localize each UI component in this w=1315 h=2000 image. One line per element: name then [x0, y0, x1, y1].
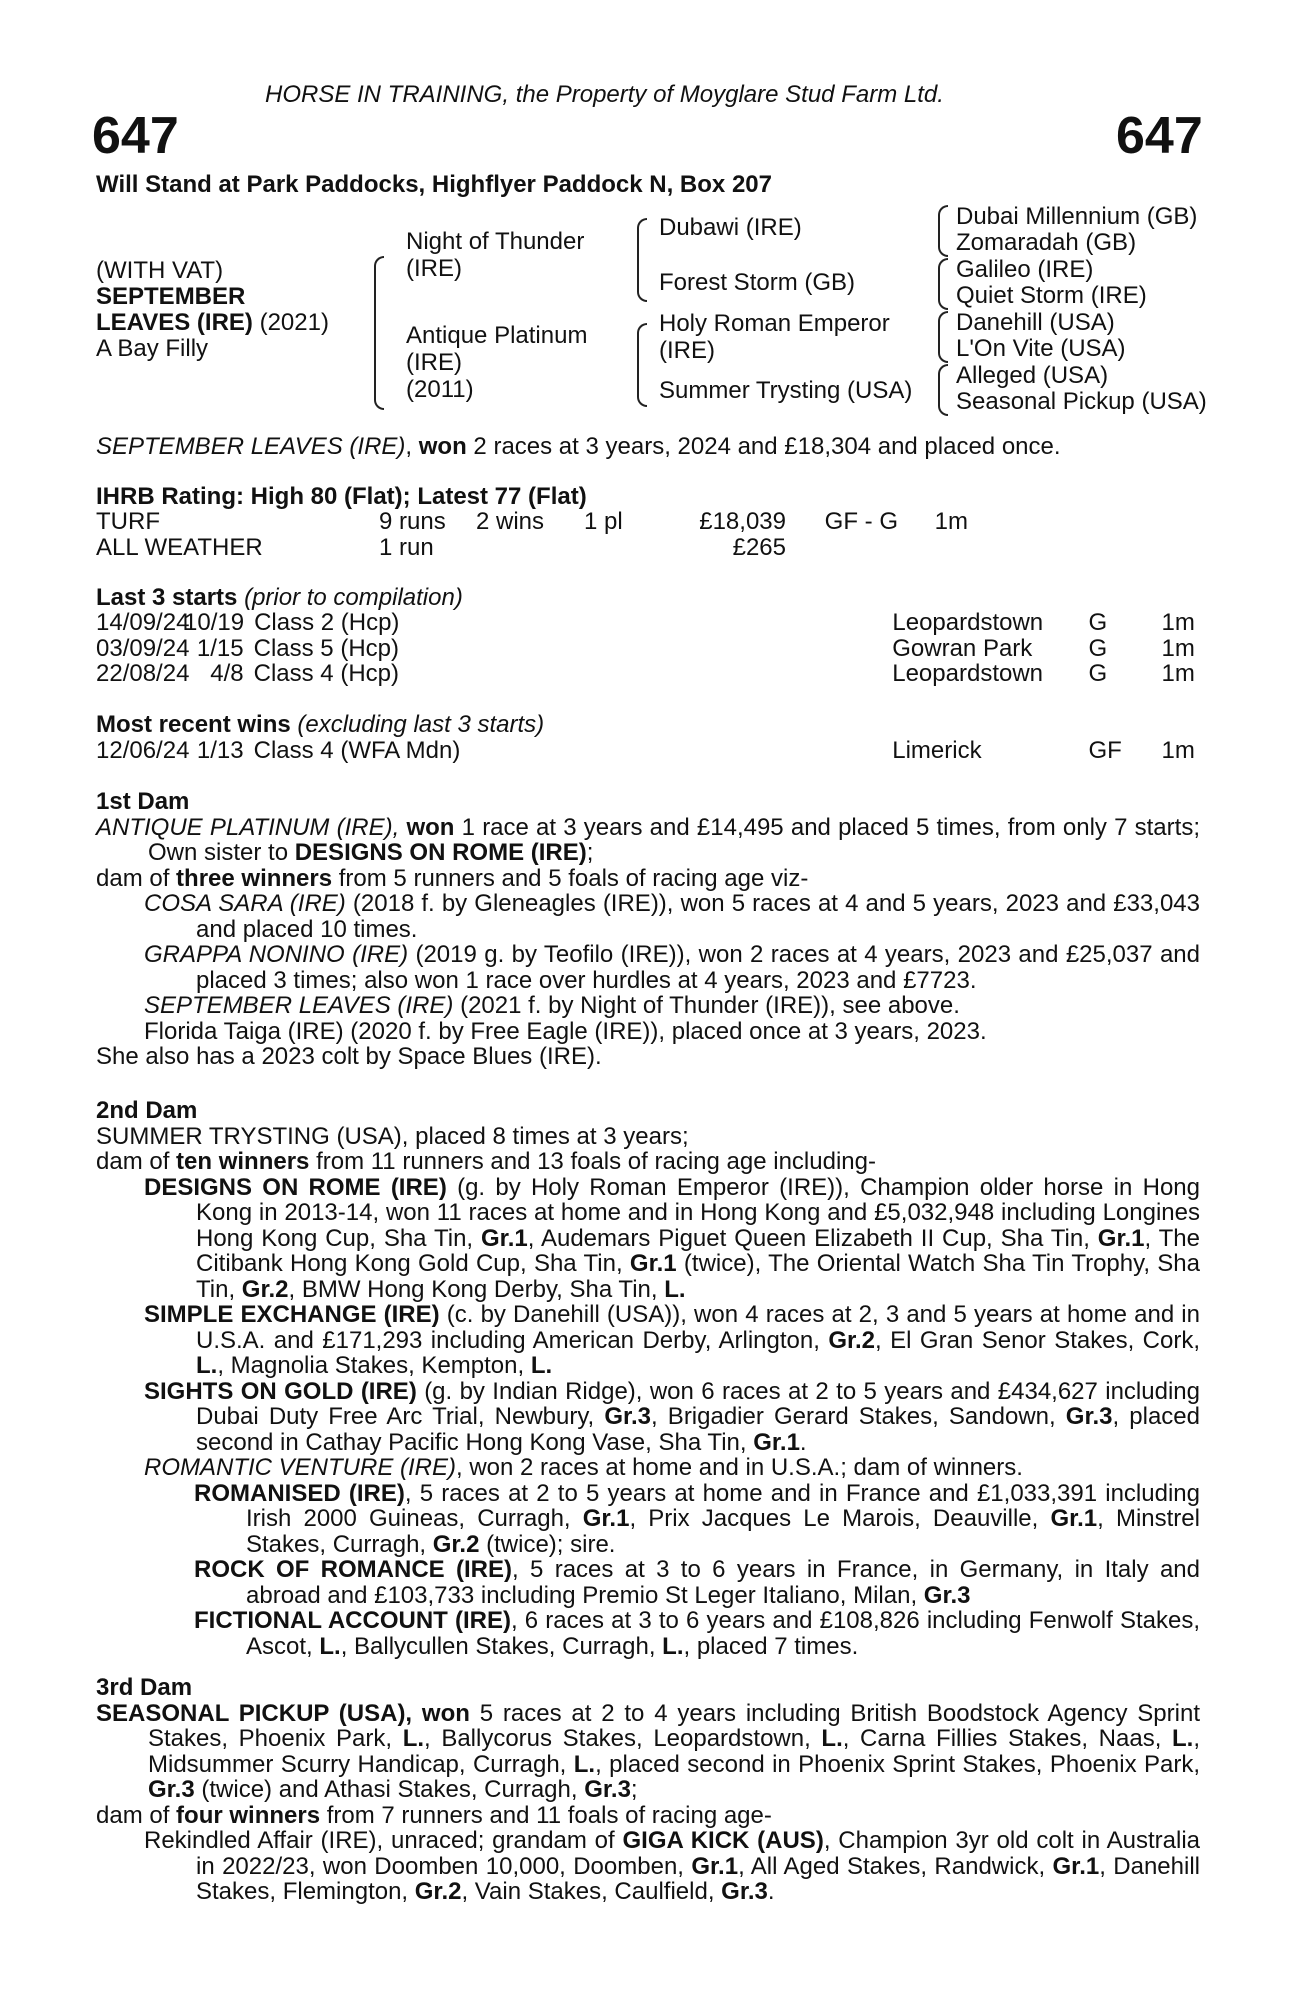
offspring-entry — [96, 1455, 1200, 1481]
last3-cls: Class 5 (Hcp) — [253, 634, 399, 662]
grand-offspring-entry — [96, 1557, 1200, 1608]
grade: L. — [319, 1632, 341, 1660]
rating-prize: £18,039 — [699, 508, 786, 535]
recent-course: Limerick — [892, 737, 982, 764]
sire-sire-sire: Dubai Millennium (GB) — [956, 203, 1198, 230]
rating-prize: £265 — [732, 533, 786, 561]
grade: Gr.3 — [584, 1776, 631, 1803]
third-dam-text: 5 races at 2 to 4 years including British Boodstock Agency Sprint Stakes, Phoenix Park, — [148, 1699, 1200, 1752]
offspring-text: , The Citibank Hong Kong Gold Cup, Sha Tin, — [196, 1224, 1200, 1277]
grade: Gr.1 — [1097, 1224, 1145, 1252]
offspring-entry — [96, 1302, 1200, 1379]
lot-number-left: 647 — [92, 107, 179, 165]
last3-going: G — [1088, 634, 1108, 662]
dam-sire-line2: (IRE) — [659, 337, 715, 364]
second-dam-record: SUMMER TRYSTING (USA), placed 8 times at 3 years; — [96, 1122, 689, 1150]
offspring-text: , Audemars Piguet Queen Elizabeth II Cup, Sha Tin, — [527, 1224, 1098, 1252]
grade: L. — [1172, 1725, 1194, 1752]
third-dam-section — [96, 1675, 1200, 1905]
rating-surface: ALL WEATHER — [96, 533, 263, 561]
grade: Gr.2 — [432, 1530, 480, 1558]
offspring-name: COSA SARA (IRE) — [144, 890, 346, 917]
last3-pos: 1/15 — [196, 634, 244, 662]
offspring-entry — [96, 993, 1200, 1019]
first-dam-won: won — [406, 813, 455, 841]
third-dam-produce — [96, 1803, 1200, 1829]
pedigree-brace-dd — [938, 364, 948, 416]
offspring-name: GIGA KICK (AUS) — [622, 1827, 824, 1854]
last3-course: Leopardstown — [892, 660, 1044, 687]
offspring-text: , Magnolia Stakes, Kempton, — [217, 1352, 531, 1379]
grade: L. — [402, 1725, 425, 1752]
produce-lead: dam of — [96, 864, 177, 892]
offspring-text: , Prix Jacques Le Marois, Deauville, — [629, 1505, 1051, 1532]
second-dam-produce — [96, 1149, 1200, 1175]
produce-lead: dam of — [96, 1148, 177, 1175]
offspring-text: , Danehill Stakes, Flemington, — [196, 1852, 1200, 1905]
third-dam-text: ; — [630, 1776, 638, 1803]
pedigree-brace-sd — [938, 258, 948, 310]
offspring-entry — [96, 1175, 1200, 1303]
horse-description: A Bay Filly — [96, 335, 209, 362]
offspring-name: SIMPLE EXCHANGE (IRE) — [144, 1301, 440, 1328]
sire-sire: Dubawi (IRE) — [659, 214, 802, 241]
last3-date: 03/09/24 — [96, 634, 190, 662]
dam-suffix: (IRE) — [406, 349, 462, 376]
offspring-text: , Minstrel Stakes, Curragh, — [246, 1505, 1200, 1558]
offspring-text: , Vain Stakes, Caulfield, — [461, 1878, 722, 1905]
grade: L. — [573, 1750, 596, 1778]
stabling-location: Will Stand at Park Paddocks, Highflyer Paddock N, Box 207 — [96, 171, 772, 198]
offspring-name: SIGHTS ON GOLD (IRE) — [144, 1377, 417, 1405]
first-dam-end: ; — [586, 839, 594, 866]
rating-pl — [584, 535, 696, 561]
third-dam-text: , placed second in Phoenix Sprint Stakes, Phoenix Park, — [595, 1750, 1200, 1778]
grade: L. — [530, 1352, 553, 1379]
third-dam-text: , Carna Fillies Stakes, Naas, — [842, 1725, 1172, 1752]
offspring-text: , Ballycullen Stakes, Curragh, — [340, 1632, 663, 1660]
third-dam-name: SEASONAL PICKUP (USA), — [96, 1699, 413, 1727]
recent-row — [96, 738, 1200, 764]
grade: Gr.2 — [828, 1326, 876, 1354]
produce-lead: dam of — [96, 1801, 177, 1829]
last3-date: 22/08/24 — [96, 660, 190, 687]
third-dam-text: , Midsummer Scurry Handicap, Curragh, — [148, 1725, 1200, 1778]
grand-offspring-entry — [96, 1608, 1200, 1659]
offspring-text: (2019 g. by Teofilo (IRE)), won 2 races at 4 years, 2023 and £25,037 and placed 3 times; also won 1 race over hurdles at 4 years, 2023 and £7723. — [196, 941, 1200, 994]
offspring-entry — [96, 1828, 1200, 1905]
lot-number-right: 647 — [1116, 107, 1203, 165]
first-dam-name: ANTIQUE PLATINUM (IRE), — [96, 813, 400, 841]
offspring-name: DESIGNS ON ROME (IRE) — [144, 1173, 447, 1201]
first-dam-text: 1 race at 3 years and £14,495 and placed 5 times, from only 7 starts; Own sister to — [148, 813, 1200, 866]
third-dam-record — [96, 1701, 1200, 1803]
dam-year: (2011) — [406, 376, 474, 403]
grade: Gr.2 — [241, 1275, 289, 1303]
last3-cls: Class 4 (Hcp) — [253, 660, 399, 687]
pedigree-brace-sire — [637, 218, 647, 302]
rating-dist: 1m — [934, 508, 968, 535]
recent-heading: Most recent wins — [96, 711, 291, 738]
offspring-end: . — [767, 1878, 775, 1905]
last3-going: G — [1088, 660, 1108, 687]
summary-horse-name: SEPTEMBER LEAVES (IRE) — [96, 433, 406, 460]
sire-suffix: (IRE) — [406, 255, 462, 282]
catalogue-title: HORSE IN TRAINING, the Property of Moyglare Stud Farm Ltd. — [265, 81, 944, 108]
grade: Gr.1 — [481, 1224, 528, 1252]
second-dam-heading: 2nd Dam — [96, 1097, 198, 1124]
grade: Gr.1 — [1052, 1852, 1100, 1880]
rating-row — [96, 535, 1200, 561]
last3-date: 14/09/24 — [96, 609, 190, 636]
horse-name-line1: SEPTEMBER — [96, 283, 246, 310]
produce-winners: four winners — [176, 1801, 321, 1829]
offspring-text: , All Aged Stakes, Randwick, — [738, 1852, 1053, 1880]
produce-winners: ten winners — [176, 1148, 310, 1175]
dam-sire-dam: L'On Vite (USA) — [956, 335, 1126, 362]
last3-dist: 1m — [1161, 634, 1195, 662]
dam-name: Antique Platinum — [406, 322, 588, 349]
offspring-text: (g. by Holy Roman Emperor (IRE)), Champion older horse in Hong Kong in 2013-14, won 11 races at home and in Hong Kong and £5,032,948 including Longines Hong Kong Cup, Sha Tin, — [196, 1173, 1200, 1252]
third-dam-won: won — [421, 1699, 470, 1727]
grade: Gr.1 — [629, 1250, 677, 1277]
grand-offspring-entry — [96, 1481, 1200, 1558]
rating-row — [96, 509, 1200, 535]
offspring-text: (2021 f. by Night of Thunder (IRE)), see above. — [453, 992, 960, 1019]
dam-sire-sire: Danehill (USA) — [956, 309, 1115, 336]
dam-dam-sire: Alleged (USA) — [956, 362, 1109, 389]
last3-row — [96, 610, 1200, 636]
offspring-text: , placed 7 times. — [683, 1632, 859, 1660]
offspring-text: , 5 races at 2 to 5 years at home and in France and £1,033,391 including Irish 2000 Guineas, Curragh, — [246, 1479, 1200, 1532]
recent-pos: 1/13 — [196, 737, 244, 764]
offspring-text: , El Gran Senor Stakes, Cork, — [875, 1326, 1201, 1354]
produce-text: from 7 runners and 11 foals of racing age- — [320, 1801, 772, 1829]
offspring-text: (2018 f. by Gleneagles (IRE)), won 5 races at 4 and 5 years, 2023 and £33,043 and placed 10 times. — [196, 890, 1200, 943]
rating-wins: 2 wins — [476, 508, 545, 535]
dam-dam: Summer Trysting (USA) — [659, 377, 913, 404]
recent-note: (excluding last 3 starts) — [290, 711, 545, 738]
offspring-text: (twice), The Oriental Watch Sha Tin Trophy, Sha Tin, — [196, 1250, 1201, 1303]
pedigree-brace-horse — [374, 256, 384, 410]
pedigree-brace-dam — [637, 323, 647, 407]
last3-table — [96, 610, 1200, 687]
recent-cls: Class 4 (WFA Mdn) — [253, 737, 461, 764]
offspring-entry — [96, 1019, 1200, 1045]
rating-going — [786, 535, 898, 561]
offspring-name: ROMANISED (IRE) — [194, 1479, 405, 1507]
offspring-text: (twice); sire. — [479, 1530, 616, 1558]
rating-going: GF - G — [824, 508, 898, 535]
offspring-text: , BMW Hong Kong Derby, Sha Tin, — [288, 1275, 665, 1303]
last3-note: (prior to compilation) — [237, 584, 463, 611]
last3-dist: 1m — [1161, 660, 1195, 687]
offspring-entry — [96, 891, 1200, 942]
grade: Gr.3 — [1065, 1403, 1113, 1430]
pedigree-brace-ss — [938, 205, 948, 257]
grade: L. — [662, 1632, 684, 1660]
recent-going: GF — [1088, 737, 1122, 764]
grade: Gr.1 — [582, 1505, 630, 1532]
first-dam-heading: 1st Dam — [96, 788, 190, 815]
offspring-entry — [96, 1379, 1200, 1456]
last3-pos: 4/8 — [210, 660, 244, 687]
produce-text: from 11 runners and 13 foals of racing age including- — [309, 1148, 876, 1175]
grade: Gr.3 — [604, 1403, 652, 1430]
produce-winners: three winners — [176, 864, 333, 892]
first-dam-record — [96, 815, 1200, 866]
offspring-name: ROMANTIC VENTURE (IRE) — [144, 1454, 456, 1481]
grade: Gr.3 — [148, 1776, 195, 1803]
dam-sire-line1: Holy Roman Emperor — [659, 310, 890, 337]
first-dam-note: She also has a 2023 colt by Space Blues (IRE). — [96, 1043, 602, 1070]
horse-year: (2021) — [259, 309, 329, 336]
grade: Gr.1 — [1050, 1505, 1098, 1532]
rating-runs: 1 run — [379, 533, 434, 561]
offspring-text: , 5 races at 3 to 6 years in France, in Germany, in Italy and abroad and £103,733 including Premio St Leger Italiano, Milan, — [246, 1556, 1200, 1609]
offspring-text: , won 2 races at home and in U.S.A.; dam of winners. — [456, 1454, 1023, 1481]
offspring-name: SEPTEMBER LEAVES (IRE) — [144, 992, 454, 1019]
offspring-entry — [96, 942, 1200, 993]
grade: Gr.3 — [721, 1878, 768, 1905]
grade: L. — [664, 1275, 686, 1303]
offspring-text: , placed second in Cathay Pacific Hong Kong Vase, Sha Tin, — [196, 1403, 1200, 1456]
last3-heading-line — [96, 585, 463, 611]
second-dam-section — [96, 1098, 1200, 1659]
grade: L. — [196, 1352, 218, 1379]
recent-table — [96, 738, 1200, 764]
rating-heading: IHRB Rating: High 80 (Flat); Latest 77 (Flat) — [96, 483, 587, 510]
grade: Gr.2 — [414, 1878, 462, 1905]
offspring-name: ROCK OF ROMANCE (IRE) — [194, 1556, 513, 1583]
last3-course: Gowran Park — [892, 634, 1033, 662]
grade: Gr.3 — [923, 1581, 971, 1609]
summary-text: 2 races at 3 years, 2024 and £18,304 and placed once. — [466, 433, 1061, 460]
sire-sire-dam: Zomaradah (GB) — [956, 229, 1137, 256]
offspring-text: , 6 races at 3 to 6 years and £108,826 including Fenwolf Stakes, Ascot, — [246, 1607, 1200, 1660]
rating-table — [96, 509, 1200, 560]
first-dam-section — [96, 789, 1200, 1070]
offspring-end: . — [799, 1428, 807, 1456]
sire-name: Night of Thunder — [406, 228, 585, 255]
first-dam-produce — [96, 866, 1200, 892]
third-dam-text: (twice) and Athasi Stakes, Curragh, — [194, 1776, 585, 1803]
offspring-text: , Champion 3yr old colt in Australia in 2022/23, won Doomben 10,000, Doomben, — [196, 1827, 1201, 1880]
rating-wins — [476, 535, 584, 561]
grade: Gr.1 — [691, 1852, 739, 1880]
last3-pos: 10/19 — [184, 609, 245, 636]
offspring-text: , Brigadier Gerard Stakes, Sandown, — [651, 1403, 1066, 1430]
recent-dist: 1m — [1161, 737, 1195, 764]
offspring-text: Rekindled Affair (IRE), unraced; grandam of — [144, 1827, 623, 1854]
recent-date: 12/06/24 — [96, 737, 190, 764]
pedigree-brace-ds — [938, 311, 948, 363]
rating-dist — [898, 535, 968, 561]
summary-won: won — [418, 433, 467, 460]
grade: Gr.1 — [753, 1428, 800, 1456]
last3-cls: Class 2 (Hcp) — [254, 609, 400, 636]
rating-surface: TURF — [96, 508, 160, 535]
offspring-text: (g. by Indian Ridge), won 6 races at 2 to 5 years and £434,627 including Dubai Duty Free Arc Trial, Newbury, — [196, 1377, 1200, 1430]
last3-row — [96, 636, 1200, 662]
own-sister-name: DESIGNS ON ROME (IRE) — [294, 839, 587, 866]
rating-runs: 9 runs — [379, 508, 446, 535]
recent-heading-line — [96, 712, 544, 738]
sire-dam: Forest Storm (GB) — [659, 269, 856, 296]
last3-dist: 1m — [1161, 609, 1195, 636]
sire-dam-dam: Quiet Storm (IRE) — [956, 282, 1147, 309]
horse-name-line2: LEAVES (IRE) — [96, 309, 253, 336]
last3-heading: Last 3 starts — [96, 584, 238, 611]
last3-course: Leopardstown — [892, 609, 1044, 636]
last3-row — [96, 661, 1200, 687]
horse-name-line2-wrap — [96, 310, 329, 336]
third-dam-heading: 3rd Dam — [96, 1674, 193, 1701]
dam-dam-dam: Seasonal Pickup (USA) — [956, 388, 1207, 415]
produce-text: from 5 runners and 5 foals of racing age viz- — [332, 864, 809, 892]
offspring-name: FICTIONAL ACCOUNT (IRE) — [194, 1607, 511, 1634]
offspring-text: (c. by Danehill (USA)), won 4 races at 2, 3 and 5 years at home and in U.S.A. and £171,293 including American Derby, Arlington, — [196, 1301, 1200, 1354]
race-summary: SEPTEMBER LEAVES (IRE), won 2 races at 3 years, 2024 and £18,304 and placed once. — [96, 433, 1061, 460]
offspring-text: Florida Taiga (IRE) (2020 f. by Free Eagle (IRE)), placed once at 3 years, 2023. — [144, 1017, 987, 1045]
rating-pl: 1 pl — [584, 508, 623, 535]
grade: L. — [821, 1725, 843, 1752]
last3-going: G — [1088, 609, 1108, 636]
sire-dam-sire: Galileo (IRE) — [956, 256, 1094, 283]
third-dam-text: , Ballycorus Stakes, Leopardstown, — [424, 1725, 822, 1752]
offspring-name: GRAPPA NONINO (IRE) — [144, 941, 409, 968]
vat-note: (WITH VAT) — [96, 257, 224, 284]
